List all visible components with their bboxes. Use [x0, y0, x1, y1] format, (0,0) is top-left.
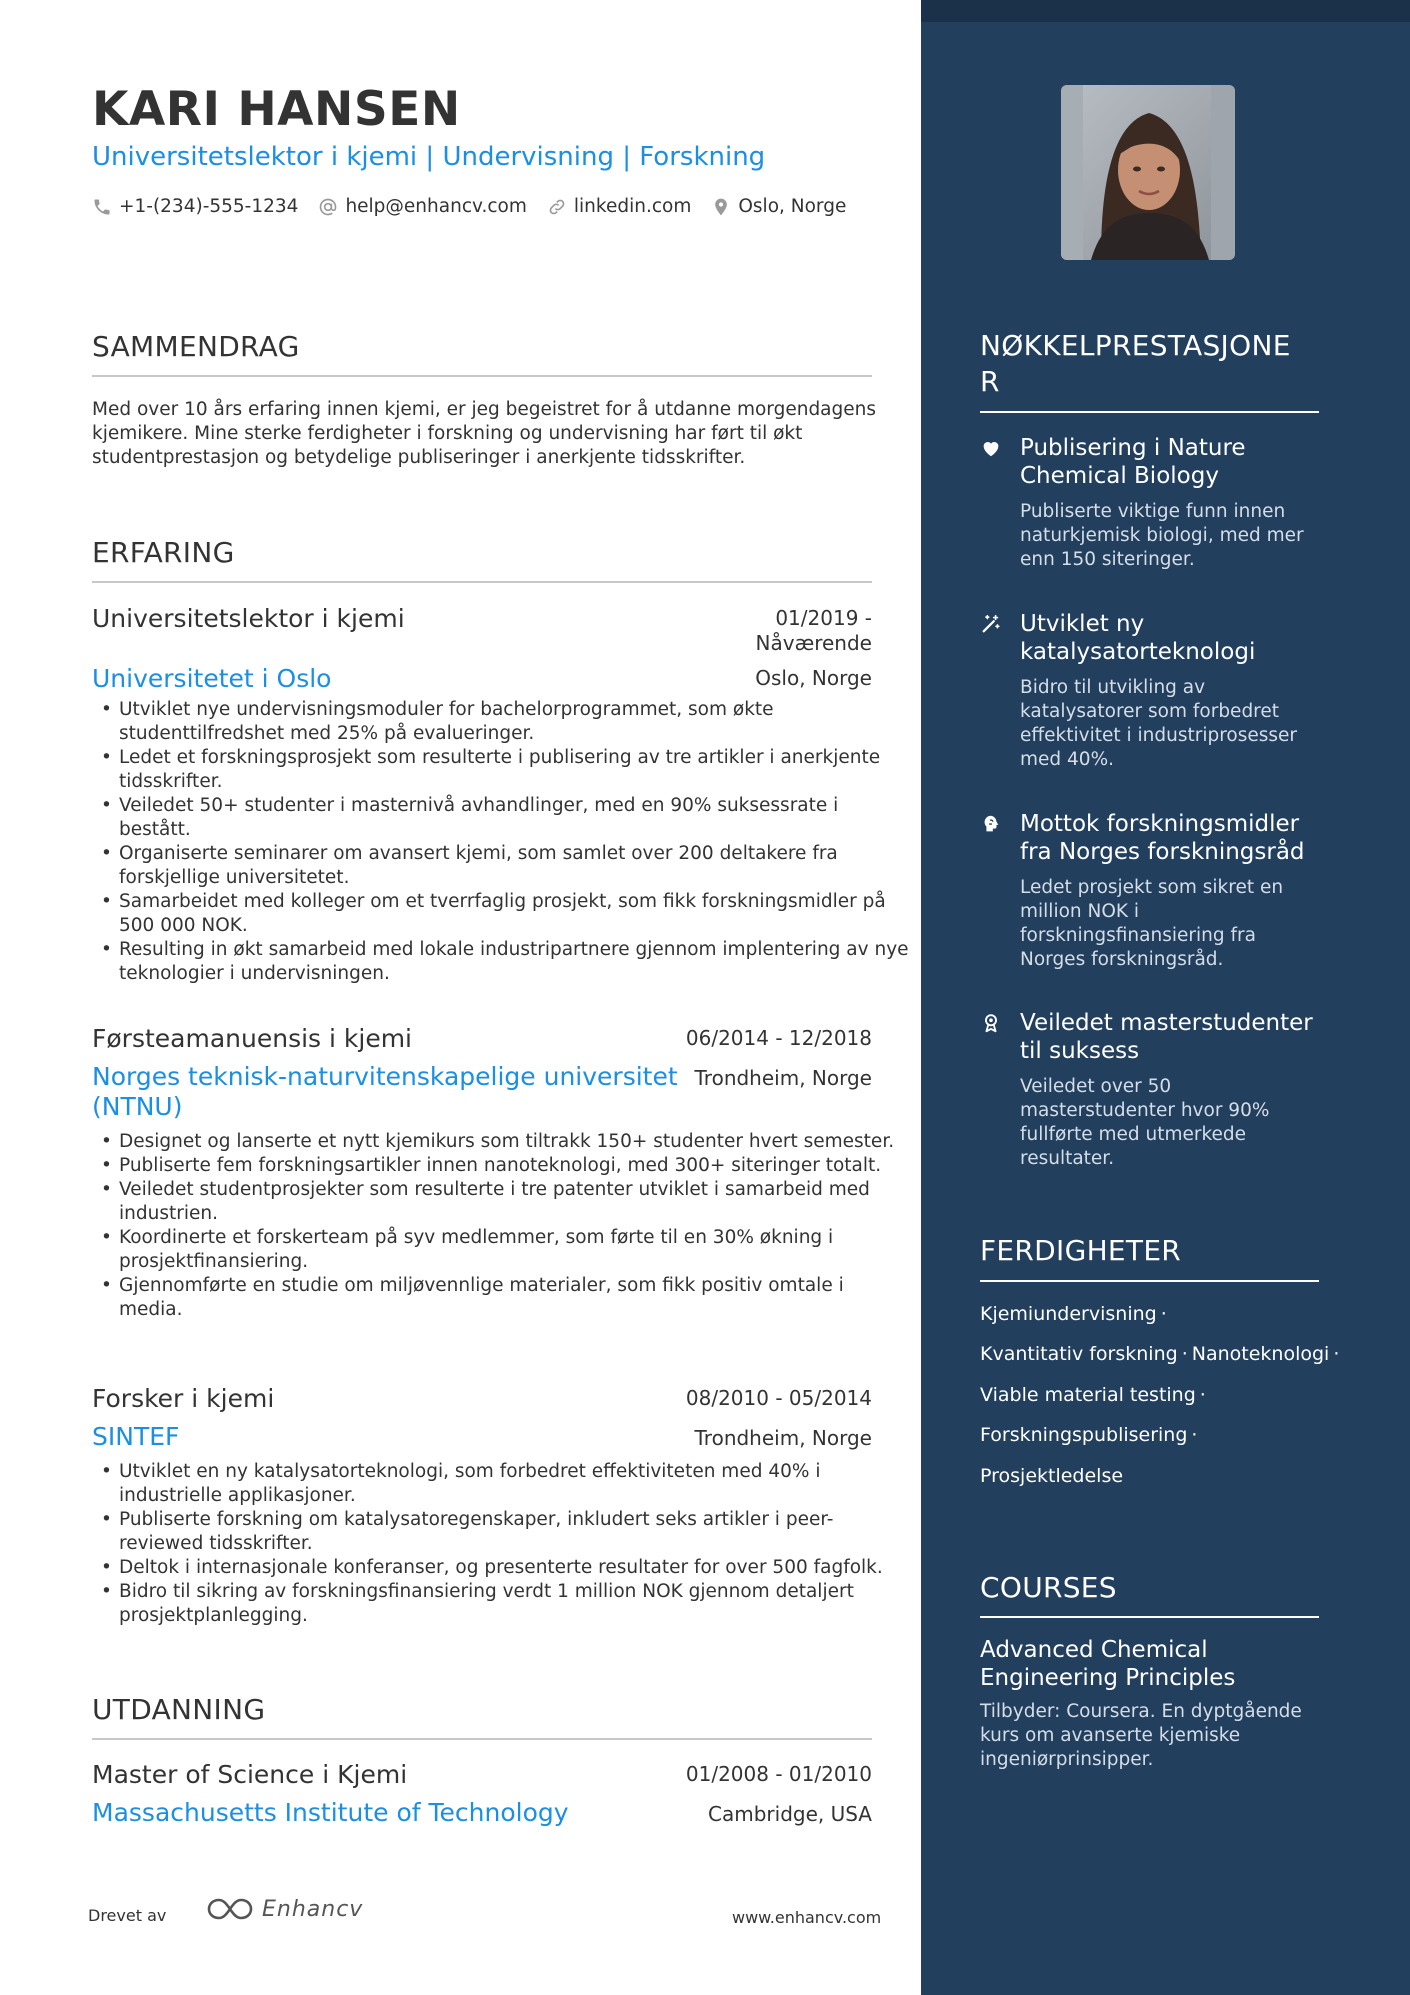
achievements-title-line1: NØKKELPRESTASJONE — [980, 329, 1291, 362]
list-item: • Organiserte seminarer om avansert kjemi, som samlet over 200 deltakere fra forskjellige universitetet. — [119, 842, 909, 890]
heart-icon — [980, 437, 1002, 459]
course-description: Tilbyder: Coursera. En dyptgående kurs om avanserte kjemiske ingeniørprinsipper. — [980, 1701, 1302, 1770]
headline: Universitetslektor i kjemi | Undervisning | Forskning — [92, 142, 766, 172]
experience-section-title: ERFARING — [92, 536, 235, 569]
skill-separator: · — [1199, 1384, 1206, 1406]
achievements-title-line2: R — [980, 365, 1000, 398]
contact-email-text: help@enhancv.com — [345, 196, 527, 217]
contact-bar — [92, 196, 866, 217]
course-title: Advanced Chemical Engineering Principles — [980, 1637, 1236, 1691]
skills-row — [980, 1384, 1210, 1406]
contact-linkedin[interactable] — [547, 196, 691, 217]
skill-separator: · — [1333, 1343, 1340, 1365]
achievements-divider — [980, 411, 1319, 413]
job-bullets — [92, 1460, 909, 1628]
link-icon — [547, 197, 567, 217]
skill-tag: Prosjektledelse — [980, 1465, 1124, 1487]
skill-separator: · — [1181, 1343, 1188, 1365]
job-bullets — [92, 1130, 909, 1322]
school-name: Massachusetts Institute of Technology — [92, 1798, 569, 1827]
phone-icon — [92, 197, 112, 217]
list-item: • Utviklet en ny katalysatorteknologi, som forbedret effektiviteten med 40% i industrielle applikasjoner. — [119, 1460, 909, 1508]
education-date: 01/2008 - 01/2010 — [685, 1762, 872, 1786]
contact-location — [711, 196, 846, 217]
job-location: Trondheim, Norge — [694, 1426, 872, 1450]
skills-divider — [980, 1280, 1319, 1282]
job-organization: SINTEF — [92, 1422, 180, 1451]
job-title: Forsker i kjemi — [92, 1384, 275, 1413]
list-item: • Publiserte fem forskningsartikler innen nanoteknologi, med 300+ siteringer totalt. — [119, 1154, 909, 1178]
at-icon — [318, 197, 338, 217]
list-item: • Veiledet studentprosjekter som resulterte i tre patenter utviklet i samarbeid med industrien. — [119, 1178, 909, 1226]
list-item: • Ledet et forskningsprosjekt som resulterte i publisering av tre artikler i anerkjente tidsskrifter. — [119, 746, 909, 794]
skills-row — [980, 1424, 1201, 1446]
achievement-title: Utviklet ny katalysatorteknologi — [1020, 611, 1256, 665]
list-item: • Publiserte forskning om katalysatoregenskaper, inkludert seks artikler i peer-reviewed tidsskrifter. — [119, 1508, 909, 1556]
achievement-description: Veiledet over 50 masterstudenter hvor 90% fullførte med utmerkede resultater. — [1020, 1076, 1270, 1169]
enhancv-logo[interactable] — [206, 1896, 363, 1922]
sidebar-top-bar — [921, 0, 1410, 22]
job-location: Oslo, Norge — [755, 666, 872, 690]
achievement-title: Mottok forskningsmidler fra Norges forskningsråd — [1020, 811, 1305, 865]
magic-wand-icon — [980, 613, 1002, 635]
job-date-end: Nåværende — [755, 631, 872, 655]
profile-photo — [1061, 85, 1235, 260]
education-divider — [92, 1738, 872, 1740]
degree-title: Master of Science i Kjemi — [92, 1760, 408, 1789]
infinity-logo-icon — [206, 1896, 254, 1922]
candidate-name: KARI HANSEN — [92, 82, 461, 137]
contact-location-text: Oslo, Norge — [738, 196, 847, 217]
contact-phone — [92, 196, 298, 217]
summary-text: Med over 10 års erfaring innen kjemi, er jeg begeistret for å utdanne morgendagens kjemikere. Mine sterke ferdigheter i forskning og undervisning har ført til økt studentprestasjon og betydelige publiseringer i anerkjente tidsskrifter. — [92, 399, 877, 468]
list-item: • Designet og lanserte et nytt kjemikurs som tiltrakk 150+ studenter hvert semester. — [119, 1130, 909, 1154]
sidebar — [921, 0, 1410, 1995]
summary-divider — [92, 375, 872, 377]
skill-separator: · — [1160, 1303, 1167, 1325]
skills-row — [980, 1465, 1123, 1487]
skills-row — [980, 1343, 1343, 1365]
school-location: Cambridge, USA — [708, 1802, 872, 1826]
list-item: • Koordinerte et forskerteam på syv medlemmer, som førte til en 30% økning i prosjektfinansiering. — [119, 1226, 909, 1274]
list-item: • Utviklet nye undervisningsmoduler for bachelorprogrammet, som økte studenttilfredshet med 25% på evalueringer. — [119, 698, 909, 746]
experience-divider — [92, 581, 872, 583]
job-bullets — [92, 698, 909, 986]
list-item: • Bidro til sikring av forskningsfinansiering verdt 1 million NOK gjennom detaljert prosjektplanlegging. — [119, 1580, 909, 1628]
achievement-title: Publisering i Nature Chemical Biology — [1020, 435, 1246, 489]
list-item: • Samarbeidet med kolleger om et tverrfaglig prosjekt, som fikk forskningsmidler på 500 000 NOK. — [119, 890, 909, 938]
summary-section-title: SAMMENDRAG — [92, 330, 300, 363]
skill-tag: Kjemiundervisning — [980, 1303, 1157, 1325]
footer-url[interactable]: www.enhancv.com — [732, 1908, 882, 1927]
achievement-description: Publiserte viktige funn innen naturkjemisk biologi, med mer enn 150 siteringer. — [1020, 501, 1304, 570]
location-pin-icon — [711, 197, 731, 217]
job-organization: Universitetet i Oslo — [92, 664, 332, 693]
contact-linkedin-text: linkedin.com — [573, 196, 692, 217]
job-title: Universitetslektor i kjemi — [92, 604, 405, 633]
job-date: 08/2010 - 05/2014 — [685, 1386, 872, 1410]
job-date-start: 01/2019 - — [775, 606, 872, 630]
skill-tag: Kvantitativ forskning — [980, 1343, 1178, 1365]
footer-powered-by: Drevet av — [88, 1906, 167, 1925]
achievement-title: Veiledet masterstudenter til suksess — [1020, 1010, 1313, 1064]
skill-separator: · — [1191, 1424, 1198, 1446]
job-date — [756, 606, 872, 656]
achievement-description: Bidro til utvikling av katalysatorer som forbedret effektivitet i industriprosesser med 40%. — [1020, 677, 1298, 770]
footer-brand: Enhancv — [262, 1896, 364, 1922]
skills-section-title: FERDIGHETER — [980, 1234, 1182, 1267]
achievements-section-title — [980, 328, 1291, 400]
job-title: Førsteamanuensis i kjemi — [92, 1024, 413, 1053]
skill-tag: Viable material testing — [980, 1384, 1196, 1406]
contact-phone-text: +1-(234)-555-1234 — [119, 196, 299, 217]
award-icon — [980, 1012, 1002, 1034]
list-item: • Deltok i internasjonale konferanser, og presenterte resultater for over 500 fagfolk. — [119, 1556, 909, 1580]
list-item: • Veiledet 50+ studenter i masternivå avhandlinger, med en 90% suksessrate i bestått. — [119, 794, 909, 842]
contact-email[interactable] — [318, 196, 526, 217]
job-location: Trondheim, Norge — [694, 1066, 872, 1090]
education-section-title: UTDANNING — [92, 1693, 266, 1726]
skills-row — [980, 1303, 1171, 1325]
job-date: 06/2014 - 12/2018 — [685, 1026, 872, 1050]
courses-divider — [980, 1616, 1319, 1618]
achievement-description: Ledet prosjekt som sikret en million NOK i forskningsfinansiering fra Norges forskningsråd. — [1020, 877, 1284, 970]
list-item: • Gjennomførte en studie om miljøvennlige materialer, som fikk positiv omtale i media. — [119, 1274, 909, 1322]
courses-section-title: COURSES — [980, 1571, 1117, 1604]
brain-icon — [980, 813, 1002, 835]
skill-tag: Forskningspublisering — [980, 1424, 1188, 1446]
job-organization: Norges teknisk-naturvitenskapelige universitet (NTNU) — [92, 1062, 678, 1121]
skill-tag: Nanoteknologi — [1191, 1343, 1330, 1365]
list-item: • Resulting in økt samarbeid med lokale industripartnere gjennom implentering av nye teknologier i undervisningen. — [119, 938, 909, 986]
